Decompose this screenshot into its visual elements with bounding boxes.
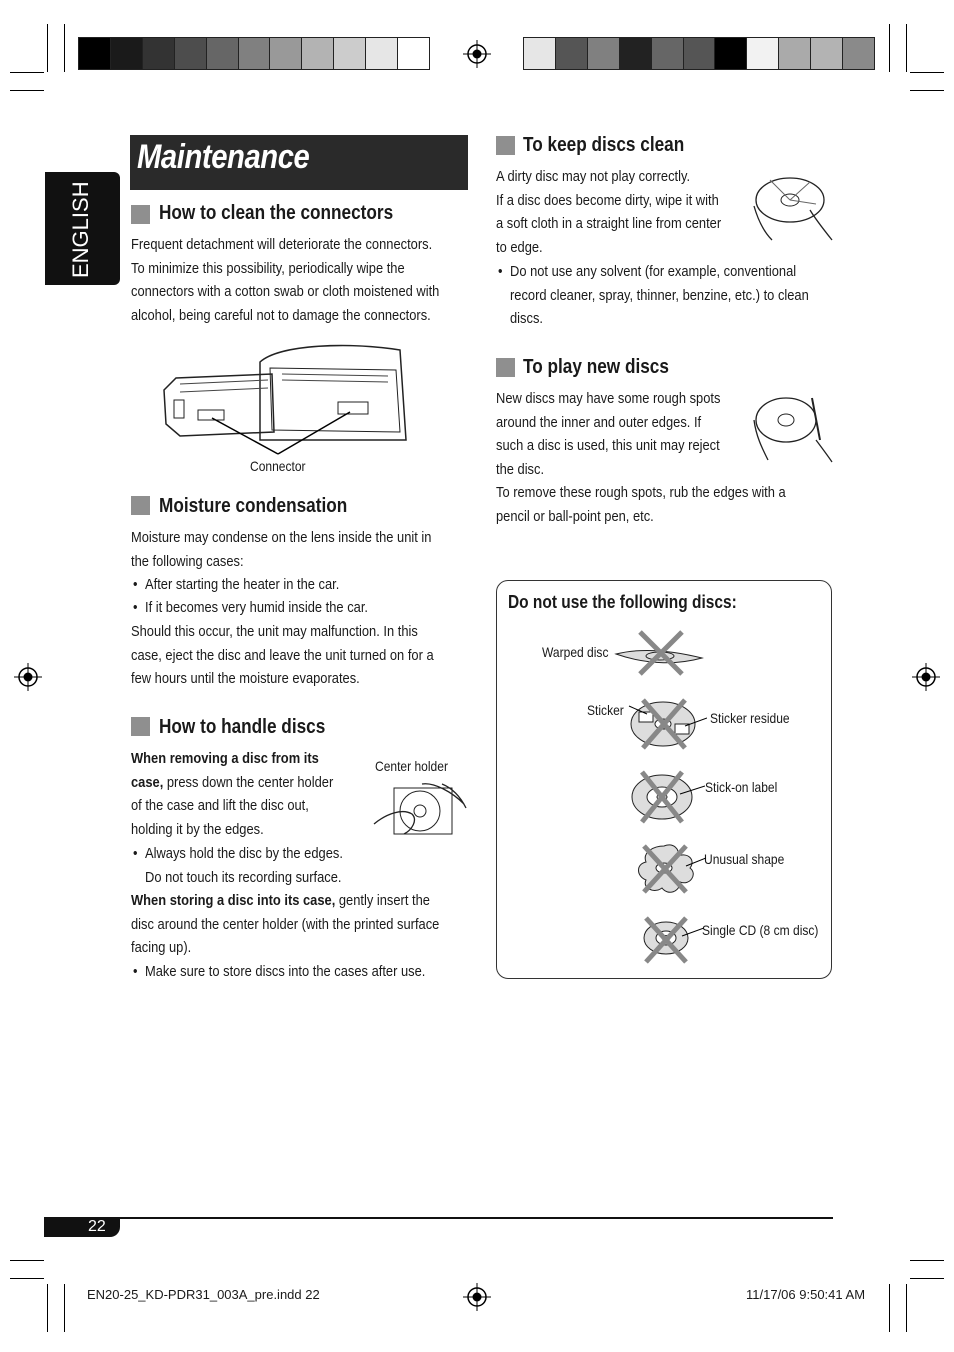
heading-square-icon (131, 205, 150, 224)
color-swatch (207, 38, 239, 69)
heading-square-icon (496, 136, 515, 155)
color-swatch (143, 38, 175, 69)
crop-mark (906, 1284, 907, 1332)
unusual-shape-disc-icon (634, 842, 706, 896)
handle-bullet: • Make sure to store discs into the cases after use. (145, 960, 472, 984)
page-number-tab (44, 1218, 120, 1237)
heading-new-discs: To play new discs (523, 356, 669, 378)
color-swatch (239, 38, 271, 69)
new-discs-text: New discs may have some rough spots around the inner and outer edges. If such a disc is used, this unit may reject the disc. To remove these rough spots, rub the edges with a pencil or ball-point pen, etc. (496, 390, 786, 525)
moisture-intro: Moisture may condense on the lens inside the unit in the following cases: (131, 529, 432, 570)
heading-keep-clean: To keep discs clean (523, 134, 685, 156)
label-unusual-shape: Unusual shape (704, 851, 785, 867)
heading-square-icon (496, 358, 515, 377)
color-swatch (556, 38, 588, 69)
single-cd-disc-icon (638, 914, 704, 964)
color-swatch (270, 38, 302, 69)
registration-mark-icon (463, 1283, 491, 1311)
color-swatch (747, 38, 779, 69)
color-swatch (524, 38, 556, 69)
language-tab-label: ENGLISH (68, 181, 93, 278)
registration-mark-icon (912, 663, 940, 691)
page-number: 22 (88, 1218, 106, 1235)
color-swatch (175, 38, 207, 69)
heading-clean-connectors: How to clean the connectors (159, 202, 394, 224)
color-swatch (588, 38, 620, 69)
crop-mark (910, 1260, 944, 1261)
crop-mark (10, 72, 44, 73)
crop-mark (47, 24, 48, 72)
color-swatch (843, 38, 874, 69)
crop-mark (906, 24, 907, 72)
crop-mark (10, 1278, 44, 1279)
keep-clean-bullet: • Do not use any solvent (for example, conventional record cleaner, spray, thinner, benzine, etc.) to clean discs. (510, 260, 841, 331)
clean-connectors-text: Frequent detachment will deteriorate the connectors. To minimize this possibility, periodically wipe the connectors with a cotton swab or cloth moistened with alcohol, being careful not to damage the connectors. (131, 236, 440, 324)
disc-pencil-illustration (750, 390, 836, 466)
crop-mark (10, 90, 44, 91)
crop-mark (64, 1284, 65, 1332)
footer-file-name: EN20-25_KD-PDR31_003A_pre.indd 22 (87, 1287, 320, 1302)
moisture-bullet: • After starting the heater in the car. (145, 573, 472, 597)
label-sticker-residue: Sticker residue (710, 710, 790, 726)
heading-square-icon (131, 717, 150, 736)
crop-mark (910, 1278, 944, 1279)
label-stick-on: Stick-on label (705, 779, 778, 795)
stick-on-label-disc-icon (630, 770, 705, 824)
crop-mark (910, 90, 944, 91)
crop-mark (889, 1284, 890, 1332)
handle-removing-text: When removing a disc from its case, press down the center holder of the case and lift the disc out, holding it by the edges. (131, 750, 334, 838)
center-holder-label: Center holder (375, 758, 448, 774)
keep-clean-text: A dirty disc may not play correctly. If a disc does become dirty, wipe it with a soft cloth in a straight line from center to edge. (496, 168, 722, 256)
color-swatch (366, 38, 398, 69)
color-swatch (779, 38, 811, 69)
disc-case-hand-illustration (372, 778, 468, 844)
heading-moisture: Moisture condensation (159, 495, 348, 517)
label-sticker: Sticker (587, 702, 624, 718)
label-warped-disc: Warped disc (542, 644, 609, 660)
page-title: Maintenance (137, 138, 310, 176)
crop-mark (47, 1284, 48, 1332)
crop-mark (10, 1260, 44, 1261)
color-swatch (684, 38, 716, 69)
color-swatch (111, 38, 143, 69)
color-swatch (715, 38, 747, 69)
crop-mark (889, 24, 890, 72)
crop-mark (910, 72, 944, 73)
handle-storing-text: When storing a disc into its case, gently insert the disc around the center holder (with the printed surface facing up). (131, 892, 440, 956)
color-swatch (620, 38, 652, 69)
registration-mark-icon (14, 663, 42, 691)
connector-label: Connector (250, 458, 306, 474)
moisture-outro: Should this occur, the unit may malfunction. In this case, eject the disc and leave the unit turned on for a few hours until the moisture evaporates. (131, 623, 434, 687)
heading-handle-discs: How to handle discs (159, 716, 326, 738)
registration-mark-icon (463, 40, 491, 68)
color-swatch (334, 38, 366, 69)
footer-rule (44, 1217, 833, 1219)
grayscale-color-bar (78, 37, 430, 70)
grayscale-color-bar (523, 37, 875, 70)
footer-date: 11/17/06 9:50:41 AM (746, 1287, 866, 1302)
heading-square-icon (131, 496, 150, 515)
handle-bullet: • Always hold the disc by the edges. Do not touch its recording surface. (145, 842, 377, 889)
crop-mark (64, 24, 65, 72)
disc-wiping-illustration (750, 170, 836, 246)
color-swatch (652, 38, 684, 69)
color-swatch (811, 38, 843, 69)
sticker-disc-icon (625, 698, 707, 750)
warped-disc-icon (610, 628, 706, 678)
color-swatch (398, 38, 429, 69)
label-single-cd: Single CD (8 cm disc) (702, 922, 819, 938)
moisture-bullet: • If it becomes very humid inside the car. (145, 596, 472, 620)
color-swatch (79, 38, 111, 69)
unit-connector-illustration (160, 340, 412, 460)
do-not-use-heading: Do not use the following discs: (508, 592, 737, 612)
color-swatch (302, 38, 334, 69)
